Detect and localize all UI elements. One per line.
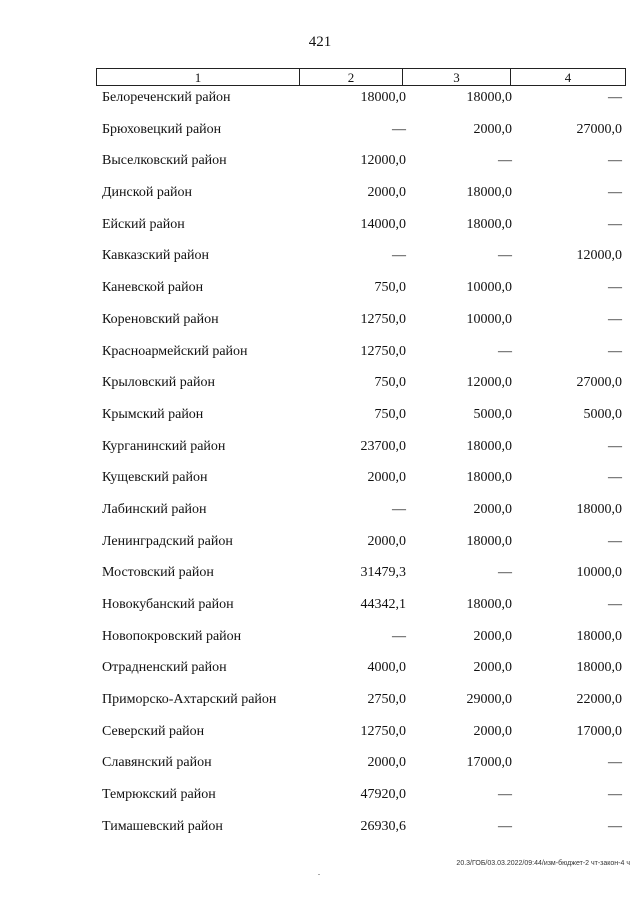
value-col-4: — bbox=[608, 90, 622, 105]
value-col-3: — bbox=[498, 343, 512, 359]
value-col-4: — bbox=[608, 818, 622, 834]
value-col-3: 18000,0 bbox=[466, 533, 512, 549]
table-row bbox=[0, 120, 640, 152]
value-col-2: 750,0 bbox=[374, 280, 406, 296]
value-col-3: 18000,0 bbox=[466, 470, 512, 486]
value-col-4: 18000,0 bbox=[576, 501, 622, 517]
value-col-3: — bbox=[498, 818, 512, 834]
value-col-4: — bbox=[608, 438, 622, 454]
value-col-3: 2000,0 bbox=[473, 121, 512, 137]
value-col-2: 2000,0 bbox=[367, 755, 406, 771]
value-col-3: 5000,0 bbox=[473, 406, 512, 422]
table-row bbox=[0, 405, 640, 437]
value-col-2: 2000,0 bbox=[367, 533, 406, 549]
district-name: Красноармейский район bbox=[102, 343, 248, 359]
value-col-3: — bbox=[498, 153, 512, 169]
district-name: Ейский район bbox=[102, 216, 185, 232]
district-name: Крымский район bbox=[102, 406, 204, 422]
value-col-3: 18000,0 bbox=[466, 185, 512, 201]
district-name: Мостовский район bbox=[102, 565, 214, 581]
value-col-3: — bbox=[498, 565, 512, 581]
district-name: Ленинградский район bbox=[102, 533, 233, 549]
district-name: Кореновский район bbox=[102, 311, 219, 327]
value-col-3: 18000,0 bbox=[466, 90, 512, 105]
value-col-4: — bbox=[608, 787, 622, 803]
value-col-2: 12750,0 bbox=[360, 311, 406, 327]
value-col-4: 12000,0 bbox=[576, 248, 622, 264]
value-col-4: — bbox=[608, 470, 622, 486]
value-col-2: — bbox=[392, 121, 406, 137]
value-col-4: — bbox=[608, 185, 622, 201]
value-col-2: 2750,0 bbox=[367, 692, 406, 708]
value-col-2: 12750,0 bbox=[360, 723, 406, 739]
value-col-3: 18000,0 bbox=[466, 216, 512, 232]
table-row bbox=[0, 658, 640, 690]
district-name: Тимашевский район bbox=[102, 818, 223, 834]
value-col-2: 14000,0 bbox=[360, 216, 406, 232]
district-name: Выселковский район bbox=[102, 153, 227, 169]
value-col-4: — bbox=[608, 216, 622, 232]
district-name: Новопокровский район bbox=[102, 628, 242, 644]
table-row bbox=[0, 785, 640, 817]
value-col-2: 44342,1 bbox=[360, 597, 406, 612]
district-name: Новокубанский район bbox=[102, 597, 234, 612]
table-row bbox=[0, 342, 640, 374]
value-col-3: 29000,0 bbox=[466, 692, 512, 708]
page-mark: . bbox=[318, 868, 320, 877]
table-row bbox=[0, 183, 640, 215]
value-col-2: 31479,3 bbox=[360, 565, 406, 581]
value-col-4: — bbox=[608, 311, 622, 327]
value-col-4: — bbox=[608, 153, 622, 169]
value-col-2: 750,0 bbox=[374, 406, 406, 422]
value-col-4: — bbox=[608, 533, 622, 549]
value-col-2: 12750,0 bbox=[360, 343, 406, 359]
table-row bbox=[0, 373, 640, 405]
value-col-4: — bbox=[608, 343, 622, 359]
district-name: Славянский район bbox=[102, 755, 212, 771]
value-col-4: 22000,0 bbox=[576, 692, 622, 708]
table-row bbox=[0, 532, 640, 564]
value-col-4: — bbox=[608, 755, 622, 771]
value-col-4: — bbox=[608, 597, 622, 612]
table-row bbox=[0, 310, 640, 342]
value-col-2: — bbox=[392, 628, 406, 644]
value-col-2: 2000,0 bbox=[367, 470, 406, 486]
value-col-3: 12000,0 bbox=[466, 375, 512, 391]
value-col-3: 10000,0 bbox=[466, 280, 512, 296]
district-name: Отрадненский район bbox=[102, 660, 227, 676]
district-name: Брюховецкий район bbox=[102, 121, 222, 137]
value-col-3: 2000,0 bbox=[473, 501, 512, 517]
value-col-3: 18000,0 bbox=[466, 438, 512, 454]
table-row bbox=[0, 753, 640, 785]
value-col-2: — bbox=[392, 248, 406, 264]
value-col-4: — bbox=[608, 280, 622, 296]
value-col-4: 27000,0 bbox=[576, 121, 622, 137]
value-col-2: 47920,0 bbox=[360, 787, 406, 803]
document-footer: 20.3/ГОБ/03.03.2022/09:44/изм-бюджет-2 чт-закон-4 ч bbox=[456, 860, 630, 867]
value-col-2: 23700,0 bbox=[360, 438, 406, 454]
column-header-4: 4 bbox=[564, 70, 572, 85]
district-name: Крыловский район bbox=[102, 375, 215, 391]
column-header-1: 1 bbox=[97, 69, 300, 85]
value-col-2: 2000,0 bbox=[367, 185, 406, 201]
district-name: Темрюкский район bbox=[102, 787, 216, 803]
column-header-3: 3 bbox=[403, 69, 511, 85]
table-row bbox=[0, 722, 640, 754]
district-name: Лабинский район bbox=[102, 501, 207, 517]
value-col-3: 18000,0 bbox=[466, 597, 512, 612]
table-row bbox=[0, 563, 640, 595]
district-name: Курганинский район bbox=[102, 438, 226, 454]
value-col-4: 18000,0 bbox=[576, 628, 622, 644]
value-col-2: 12000,0 bbox=[360, 153, 406, 169]
table-row bbox=[0, 817, 640, 849]
table-row bbox=[0, 595, 640, 627]
value-col-2: 18000,0 bbox=[360, 90, 406, 105]
value-col-4: 27000,0 bbox=[576, 375, 622, 391]
value-col-3: 2000,0 bbox=[473, 723, 512, 739]
table-row bbox=[0, 500, 640, 532]
value-col-3: — bbox=[498, 787, 512, 803]
table-row bbox=[0, 215, 640, 247]
value-col-2: — bbox=[392, 501, 406, 517]
district-name: Кавказский район bbox=[102, 248, 210, 264]
district-name: Белореченский район bbox=[102, 90, 231, 105]
value-col-3: 2000,0 bbox=[473, 660, 512, 676]
page-number: 421 bbox=[308, 34, 332, 50]
column-header-row bbox=[96, 68, 626, 86]
value-col-3: — bbox=[498, 248, 512, 264]
table-row bbox=[0, 690, 640, 722]
table-row bbox=[0, 437, 640, 469]
table-body bbox=[0, 88, 640, 849]
district-name: Каневской район bbox=[102, 280, 204, 296]
value-col-4: 10000,0 bbox=[576, 565, 622, 581]
table-row bbox=[0, 278, 640, 310]
district-name: Кущевский район bbox=[102, 470, 208, 486]
value-col-3: 10000,0 bbox=[466, 311, 512, 327]
table-row bbox=[0, 468, 640, 500]
value-col-2: 750,0 bbox=[374, 375, 406, 391]
column-header-2: 2 bbox=[300, 69, 403, 85]
district-name: Северский район bbox=[102, 723, 205, 739]
table-row bbox=[0, 627, 640, 659]
value-col-4: 18000,0 bbox=[576, 660, 622, 676]
value-col-4: 5000,0 bbox=[583, 406, 622, 422]
value-col-4: 17000,0 bbox=[576, 723, 622, 739]
table-row bbox=[0, 151, 640, 183]
value-col-2: 4000,0 bbox=[367, 660, 406, 676]
table-row bbox=[0, 246, 640, 278]
value-col-3: 17000,0 bbox=[466, 755, 512, 771]
district-name: Приморско-Ахтарский район bbox=[102, 692, 277, 708]
table-row bbox=[0, 88, 640, 120]
value-col-2: 26930,6 bbox=[360, 818, 406, 834]
value-col-3: 2000,0 bbox=[473, 628, 512, 644]
district-name: Динской район bbox=[102, 185, 193, 201]
